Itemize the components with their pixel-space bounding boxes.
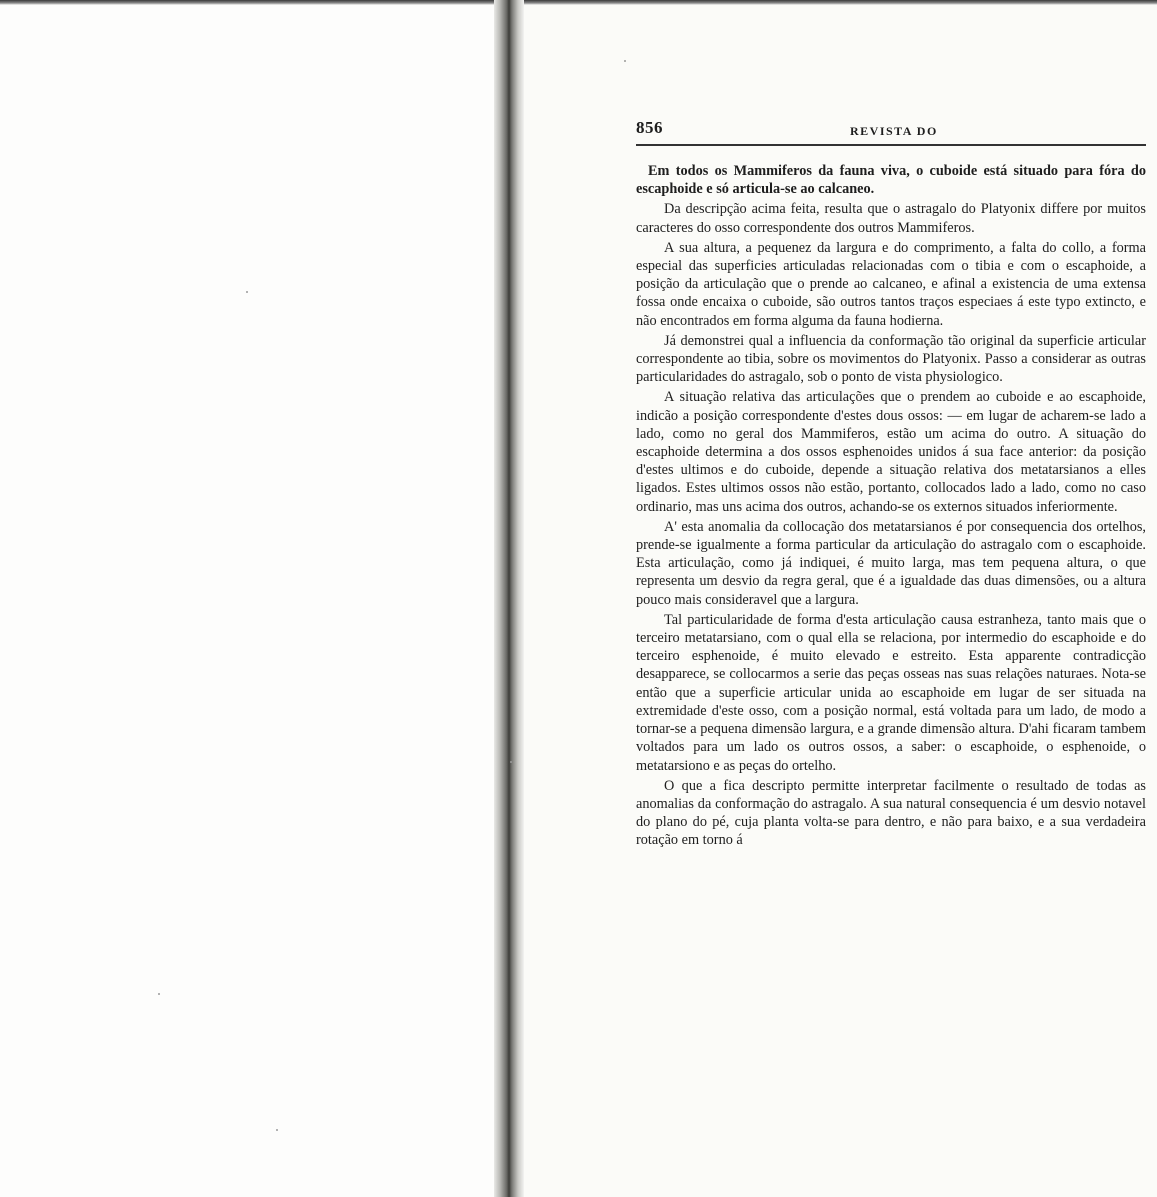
paragraph: Da descripção acima feita, resulta que o astragalo do Platyonix differe por muitos caracteres do osso correspondente dos outros Mammiferos. bbox=[636, 201, 1146, 236]
body-text bbox=[636, 162, 1146, 852]
paragraph: Em todos os Mammiferos da fauna viva, o cuboide está situado para fóra do escaphoide e só articula-se ao calcaneo. bbox=[636, 163, 1146, 198]
running-head: REVISTA DO bbox=[850, 124, 938, 138]
paragraph: O que a fica descripto permitte interpretar facilmente o resultado de todas as anomalias da conformação do astragalo. A sua natural consequencia é um desvio notavel do plano do pé, cuja planta volta-se para dentro, e não para baixo, e a sua verdadeira rotação em torno á bbox=[636, 777, 1146, 849]
scan-speck bbox=[624, 60, 626, 62]
page-number: 856 bbox=[636, 118, 663, 137]
book-gutter bbox=[494, 0, 524, 1197]
scan-speck bbox=[246, 291, 248, 293]
scan-speck bbox=[276, 1129, 278, 1131]
left-blank-page bbox=[0, 5, 494, 1197]
scan-speck bbox=[158, 993, 160, 995]
paragraph: A' esta anomalia da collocação dos metatarsianos é por consequencia dos ortelhos, prende-se igualmente a forma particular da articulação do astragalo com o escaphoide. Esta articulação, como já indiquei, é muito larga, mas tem pequena altura, o que representa um desvio da regra geral, que é a igualdade das duas dimensões, ou a altura pouco mais consideravel que a largura. bbox=[636, 518, 1146, 608]
paragraph: Tal particularidade de forma d'esta articulação causa estranheza, tanto mais que o terceiro metatarsiano, com o qual ella se relaciona, por intermedio do escaphoide e do terceiro esphenoide, é muito elevado e estreito. Esta apparente contradicção desapparece, se collocarmos a serie das peças osseas nas suas relações naturaes. Nota-se então que a superficie articular unida ao escaphoide em lugar de ser situada na extremidade d'este osso, com a posição normal, está voltada para um lado, de modo a tornar-se a pequena dimensão largura, e a grande dimensão altura. D'ahi ficaram tambem voltados para um lado os outros ossos, a saber: o escaphoide, o esphenoide, o metatarsiono e as peças do ortelho. bbox=[636, 611, 1146, 774]
scan-speck bbox=[510, 761, 512, 763]
page-header bbox=[636, 118, 1146, 148]
header-rule bbox=[636, 144, 1146, 146]
paragraph: A sua altura, a pequenez da largura e do comprimento, a falta do collo, a forma especial das superficies articuladas relacionadas com o tibia e com o escaphoide, a posição da articulação que o prende ao calcaneo, e afinal a existencia de uma extensa fossa onde encaixa o cuboide, são outros tantos traços especiaes á este typo extincto, e não encontrados em forma alguma da fauna hodierna. bbox=[636, 239, 1146, 329]
paragraph: A situação relativa das articulações que o prendem ao cuboide e ao escaphoide, indicão a posição correspondente d'estes dous ossos: — em lugar de acharem-se lado a lado, como no geral dos Mammiferos, estão um acima do outro. A situação do escaphoide determina a dos ossos esphenoides unidos á sua face anterior: da posição d'estes ultimos e do cuboide, depende a situação relativa dos metatarsianos a elles ligados. Estes ultimos ossos não estão, portanto, collocados lado a lado, como no caso ordinario, mas uns acima dos outros, achando-se os externos situados inferiormente. bbox=[636, 389, 1146, 515]
paragraph: Já demonstrei qual a influencia da conformação tão original da superficie articular correspondente ao tibia, sobre os movimentos do Platyonix. Passo a considerar as outras particularidades do astragalo, sob o ponto de vista physiologico. bbox=[636, 332, 1146, 386]
